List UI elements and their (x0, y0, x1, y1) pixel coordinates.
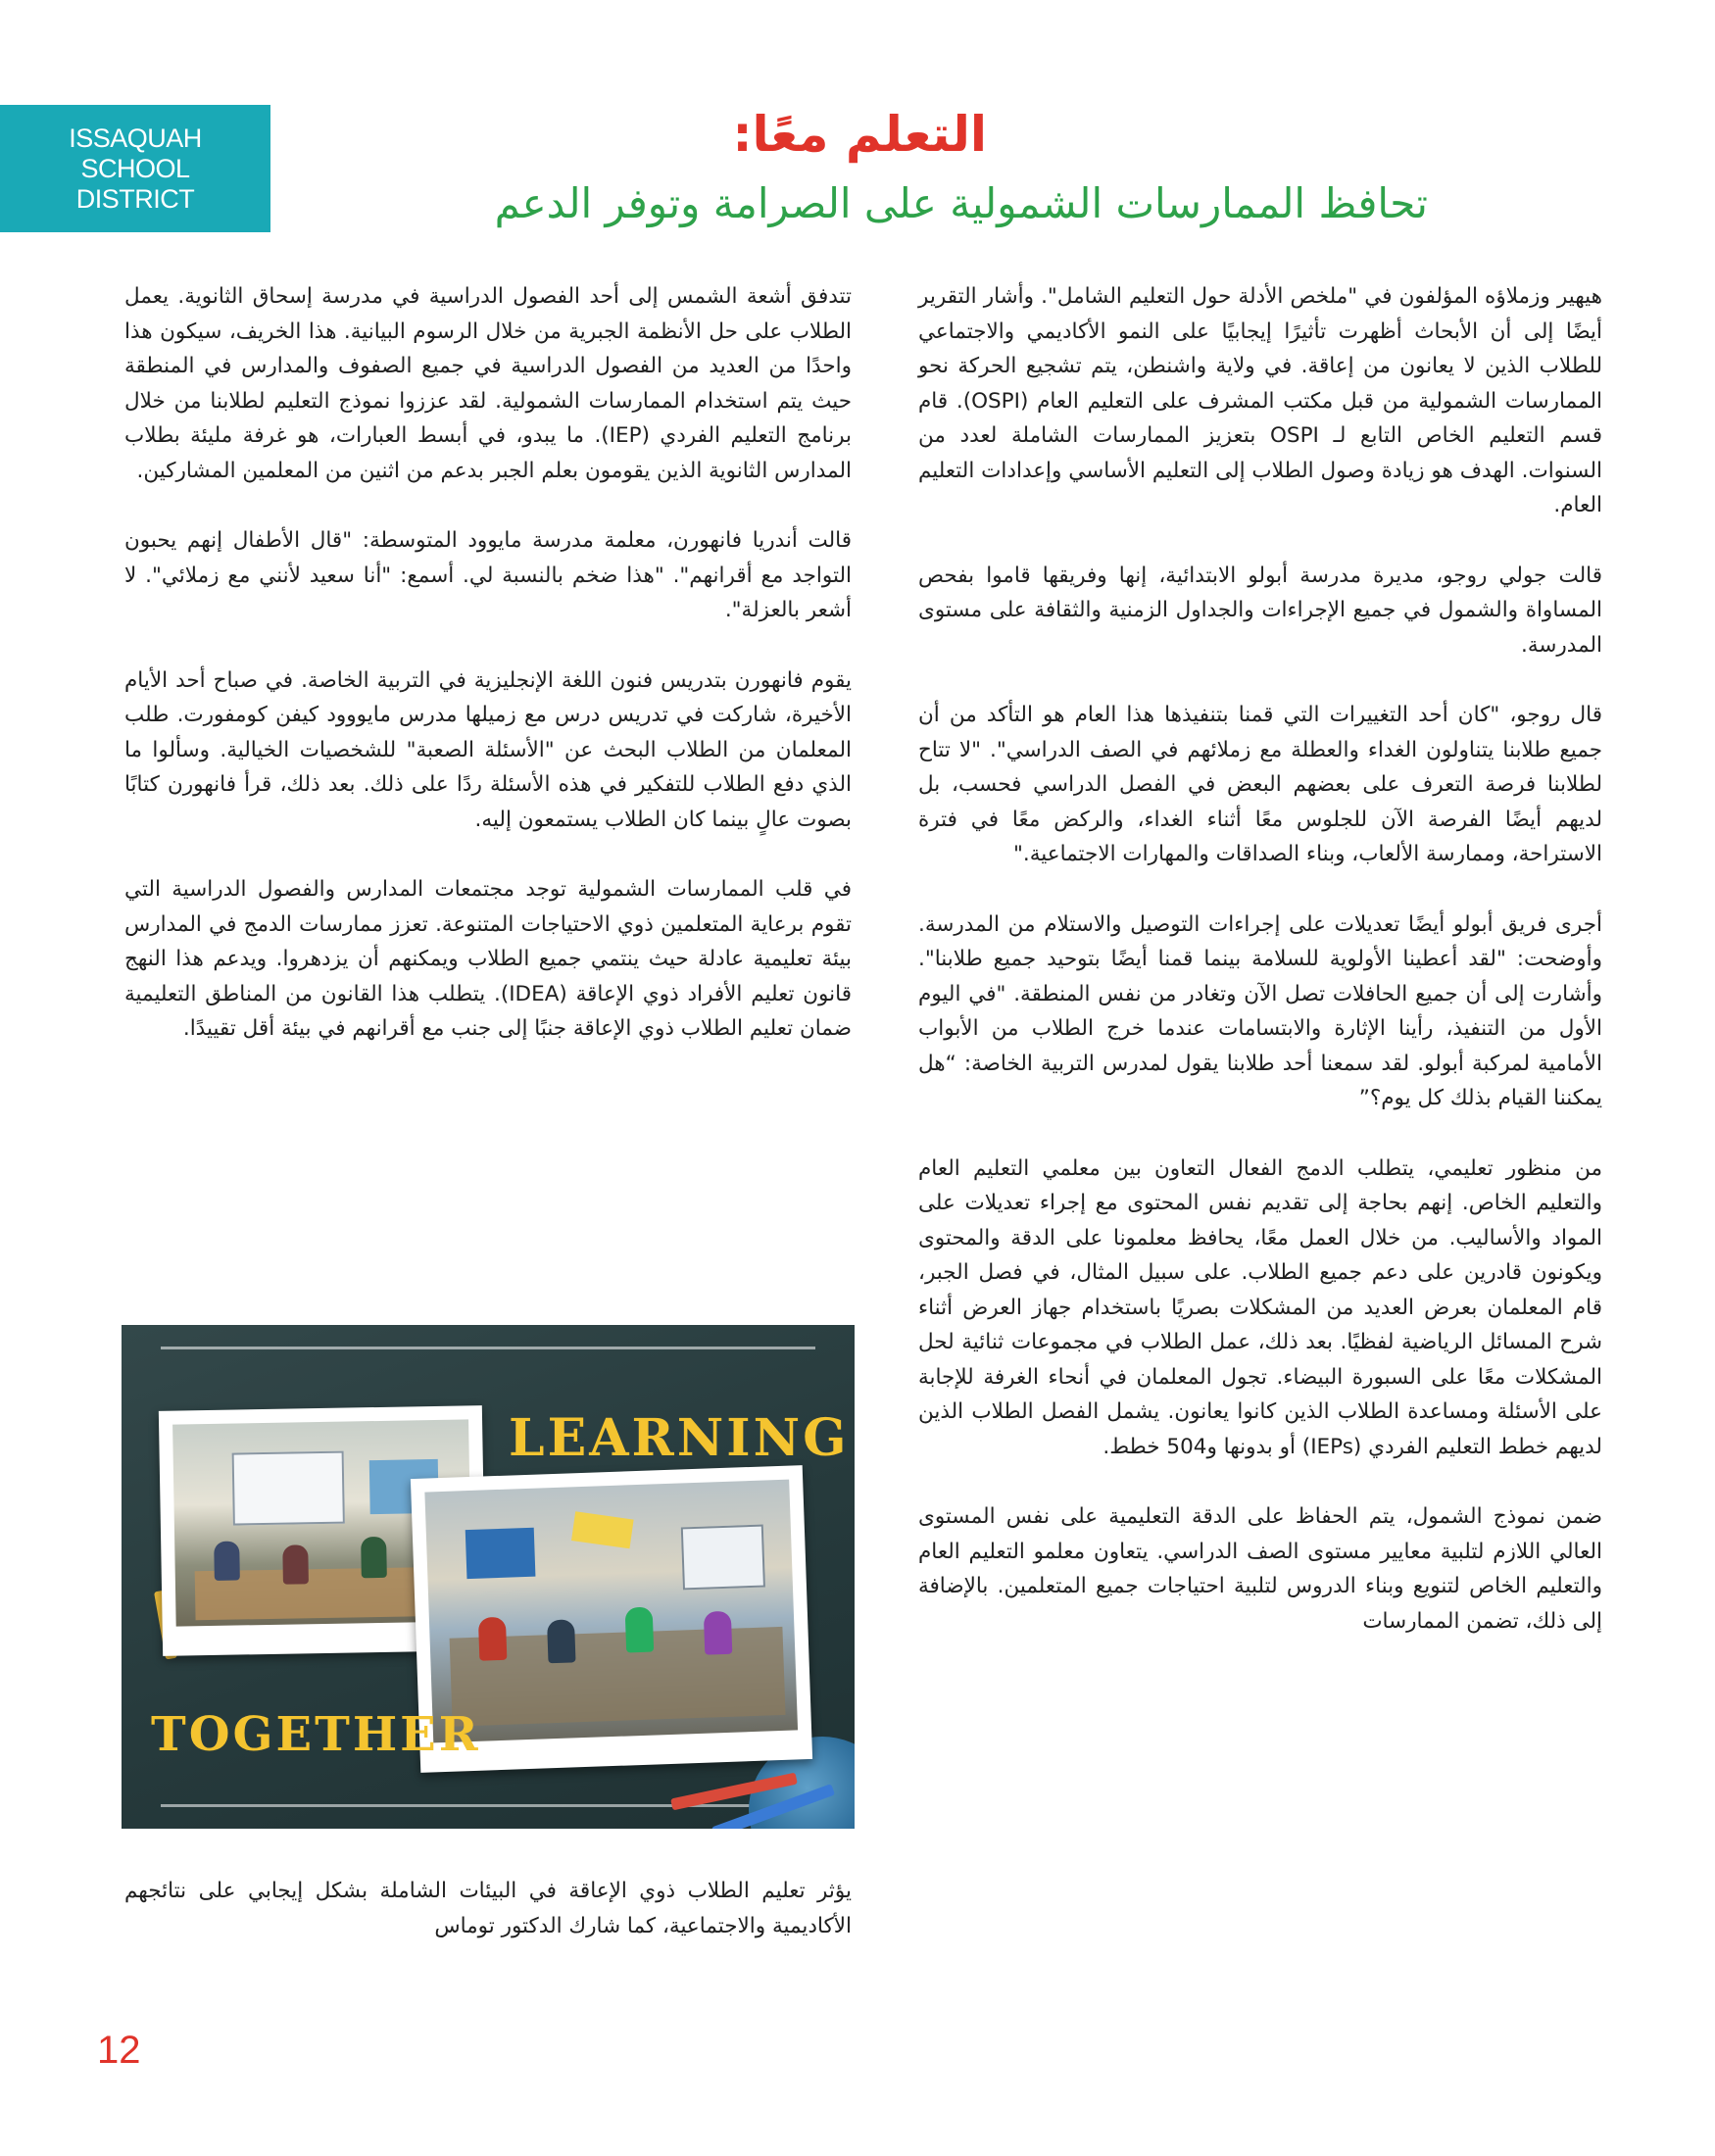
paragraph: يؤثر تعليم الطلاب ذوي الإعاقة في البيئات الشاملة بشكل إيجابي على نتائجهم الأكاديمية والاجتماعية، كما شارك الدكتور توماس (124, 1879, 852, 1938)
classroom-photo-collage (122, 1325, 855, 1829)
right-column (918, 279, 1602, 1674)
classroom-scene (424, 1480, 798, 1743)
article-subtitle: تحافظ الممارسات الشمولية على الصرامة وتوفر الدعم (494, 179, 1428, 227)
paragraph: في قلب الممارسات الشمولية توجد مجتمعات المدارس والفصول الدراسية التي تقوم برعاية المتعلمين ذوي الاحتياجات المتنوعة. تعزز ممارسات الدمج في المدارس بيئة تعليمية عادلة حيث ينتمي جميع الطلاب ويمكنهم أن يزدهروا. ويدعم هذا النهج قانون تعليم الأفراد ذوي الإعاقة (IDEA). يتطلب هذا القانون من المناطق التعليمية ضمان تعليم الطلاب ذوي الإعاقة جنبًا إلى جنب مع أقرانهم في بيئة أقل تقييدًا. (124, 877, 852, 1041)
paragraph: أجرى فريق أبولو أيضًا تعديلات على إجراءات التوصيل والاستلام من المدرسة. وأوضحت: "لقد أعطينا الأولوية للسلامة بينما قمنا أيضًا بتوحيد جميع طلابنا". وأشارت إلى أن جميع الحافلات تصل الآن وتغادر من نفس المنطقة. "في اليوم الأول من التنفيذ، رأينا الإثارة والابتسامات عندما خرج الطلاب من الأبواب الأمامية لمركبة أبولو. لقد سمعنا أحد طلابنا يقول لمدرس التربية الخاصة: “هل يمكننا القيام بذلك كل يوم؟” (918, 911, 1602, 1110)
chalk-line (161, 1347, 815, 1349)
district-line-2: SCHOOL (80, 153, 190, 183)
district-line-1: ISSAQUAH (69, 122, 202, 153)
left-column (124, 279, 852, 1082)
left-column-continued (124, 1874, 852, 1979)
article-title: التعلم معًا: (732, 106, 987, 163)
district-line-3: DISTRICT (75, 183, 195, 214)
district-logo-box (0, 105, 270, 232)
paragraph: يقوم فانهورن بتدريس فنون اللغة الإنجليزية في التربية الخاصة. في صباح أحد الأيام الأخيرة، شاركت في تدريس درس مع زميلها مدرس مايووود كيفن كومفورت. طلب المعلمان من الطلاب البحث عن "الأسئلة الصعبة" للشخصيات الخيالية. وسألوا ما الذي دفع الطلاب للتفكير في هذه الأسئلة ردًا على ذلك. بعد ذلك، قرأ فانهورن كتابًا بصوت عالٍ بينما كان الطلاب يستمعون إليه. (124, 667, 852, 832)
paragraph: قالت أندريا فانهورن، معلمة مدرسة مايوود المتوسطة: "قال الأطفال إنهم يحبون التواجد مع أقرانهم". "هذا ضخم بالنسبة لي. أسمع: "أنا سعيد لأنني مع زملائي". لا أشعر بالعزلة". (124, 528, 852, 622)
paragraph: هيهير وزملاؤه المؤلفون في "ملخص الأدلة حول التعليم الشامل". وأشار التقرير أيضًا إلى أن الأبحاث أظهرت تأثيرًا إيجابيًا على النمو الأكاديمي والاجتماعي للطلاب الذين لا يعانون من إعاقة. في ولاية واشنطن، يتم تشجيع الحركة نحو الممارسات الشمولية من قبل مكتب المشرف على التعليم العام (OSPI). قام قسم التعليم الخاص التابع لـ OSPI بتعزيز الممارسات الشاملة لعدد من السنوات. الهدف هو زيادة وصول الطلاب إلى التعليم الأساسي وإعدادات التعليم العام. (918, 284, 1602, 517)
paragraph: قال روجو، "كان أحد التغييرات التي قمنا بتنفيذها هذا العام هو التأكد من أن جميع طلابنا يتناولون الغداء والعطلة مع زملائهم في الصف الدراسي". "لا تتاح لطلابنا فرصة التعرف على بعضهم البعض في الفصل الدراسي فحسب، بل لديهم أيضًا الفرصة الآن للجلوس معًا أثناء الغداء، والركض معًا في فترة الاستراحة، وممارسة الألعاب، وبناء الصداقات والمهارات الاجتماعية." (918, 703, 1602, 866)
chalk-line (161, 1804, 815, 1807)
learning-caption: LEARNING (509, 1408, 850, 1468)
paragraph: تتدفق أشعة الشمس إلى أحد الفصول الدراسية في مدرسة إسحاق الثانوية. يعمل الطلاب على حل الأنظمة الجبرية من خلال الرسوم البيانية. هذا الخريف، سيكون هذا واحدًا من العديد من الفصول الدراسية في جميع الصفوف والمدارس في المنطقة حيث يتم استخدام الممارسات الشمولية. لقد عززوا نموذج التعليم لطلابنا من خلال برنامج التعليم الفردي (IEP). ما يبدو، في أبسط العبارات، هو غرفة مليئة بطلاب المدارس الثانوية الذين يقومون بعلم الجبر بدعم من اثنين من المعلمين المشاركين. (124, 284, 852, 483)
together-caption: TOGETHER (151, 1707, 481, 1762)
paragraph: قالت جولي روجو، مديرة مدرسة أبولو الابتدائية، إنها وفريقها قاموا بفحص المساواة والشمول في جميع الإجراءات والجداول الزمنية والثقافة على مستوى المدرسة. (918, 563, 1602, 658)
paragraph: ضمن نموذج الشمول، يتم الحفاظ على الدقة التعليمية على نفس المستوى العالي اللازم لتلبية معايير مستوى الصف الدراسي. يتعاون معلمو التعليم العام والتعليم الخاص لتنويع وبناء الدروس لتلبية احتياجات جميع المتعلمين. بالإضافة إلى ذلك، تضمن الممارسات (918, 1504, 1602, 1634)
paragraph: من منظور تعليمي، يتطلب الدمج الفعال التعاون بين معلمي التعليم العام والتعليم الخاص. إنهم بحاجة إلى تقديم نفس المحتوى مع إجراء تعديلات على المواد والأساليب. من خلال العمل معًا، يحافظ معلمونا على الدقة والمحتوى ويكونون قادرين على دعم جميع الطلاب. على سبيل المثال، في فصل الجبر، قام المعلمان بعرض العديد من المشكلات بصريًا باستخدام جهاز العرض أثناء شرح المسائل الرياضية لفظيًا. بعد ذلك، عمل الطلاب في مجموعات ثنائية لحل المشكلات معًا على السبورة البيضاء. تجول المعلمان في أنحاء الغرفة للإجابة على الأسئلة ومساعدة الطلاب الذين كانوا يعانون. يشمل الفصل الطلاب الذين لديهم خطط التعليم الفردي (IEPs) أو بدونها و504 خطط. (918, 1155, 1602, 1459)
page-number: 12 (97, 2029, 141, 2072)
